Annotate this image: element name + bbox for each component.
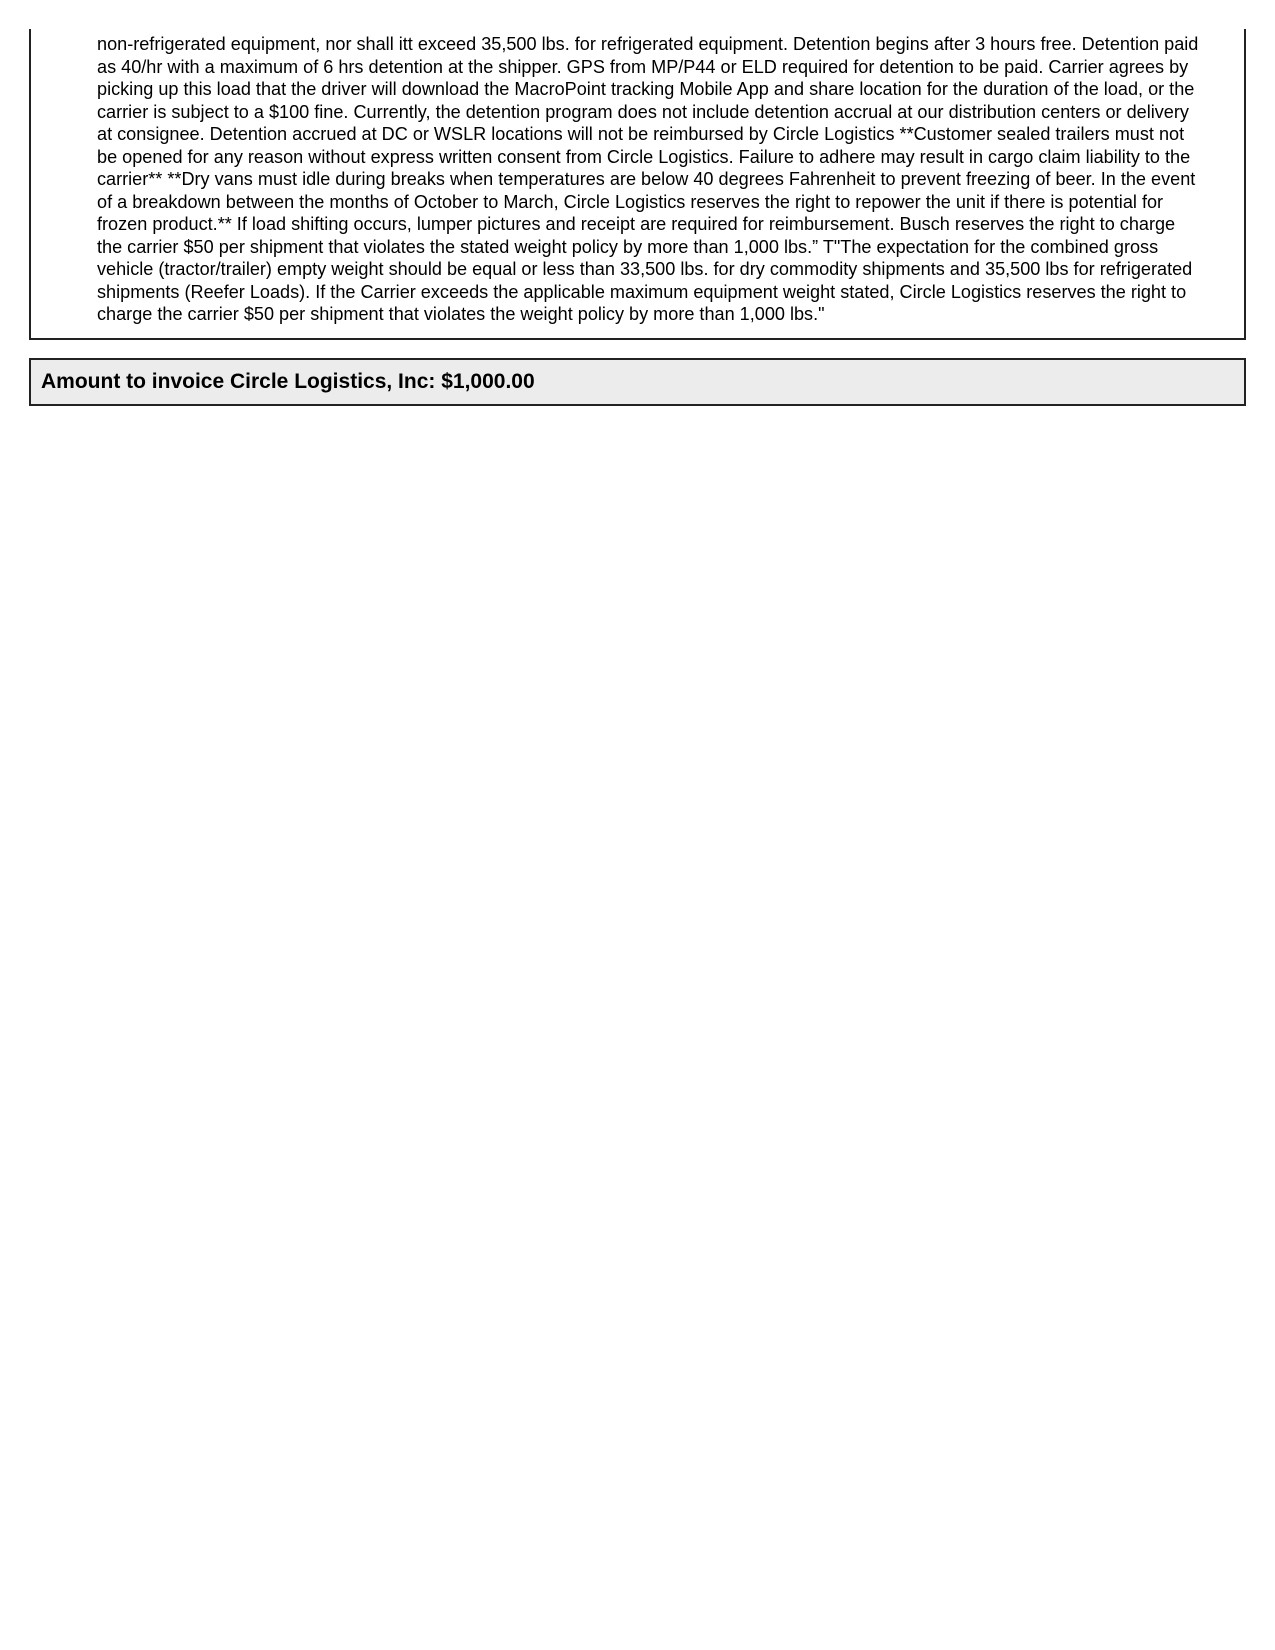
invoice-amount-text: Amount to invoice Circle Logistics, Inc: $1,000.00 [41, 370, 535, 393]
terms-text: non-refrigerated equipment, nor shall itt exceed 35,500 lbs. for refrigerated equipment. Detention begins after 3 hours free. Detention paid as 40/hr with a maximum of 6 hrs detention at the shipper. GPS from MP/P44 or ELD required for detention to be paid. Carrier agrees by picking up this load that the driver will download the MacroPoint tracking Mobile App and share location for the duration of the load, or the carrier is subject to a $100 fine. Currently, the detention program does not include detention accrual at our distribution centers or delivery at consignee. Detention accrued at DC or WSLR locations will not be reimbursed by Circle Logistics **Customer sealed trailers must not be opened for any reason without express written consent from Circle Logistics. Failure to adhere may result in cargo claim liability to the carrier** **Dry vans must idle during breaks when temperatures are below 40 degrees Fahrenheit to prevent freezing of beer. In the event of a breakdown between the months of October to March, Circle Logistics reserves the right to repower the unit if there is potential for frozen product.** If load shifting occurs, lumper pictures and receipt are required for reimbursement. Busch reserves the right to charge the carrier $50 per shipment that violates the stated weight policy by more than 1,000 lbs.” T"The expectation for the combined gross vehicle (tractor/trailer) empty weight should be equal or less than 33,500 lbs. for dry commodity shipments and 35,500 lbs for refrigerated shipments (Reefer Loads). If the Carrier exceeds the applicable maximum equipment weight stated, Circle Logistics reserves the right to charge the carrier $50 per shipment that violates the weight policy by more than 1,000 lbs." [97, 34, 1199, 324]
invoice-amount-section [29, 358, 1246, 406]
terms-section [29, 29, 1246, 340]
